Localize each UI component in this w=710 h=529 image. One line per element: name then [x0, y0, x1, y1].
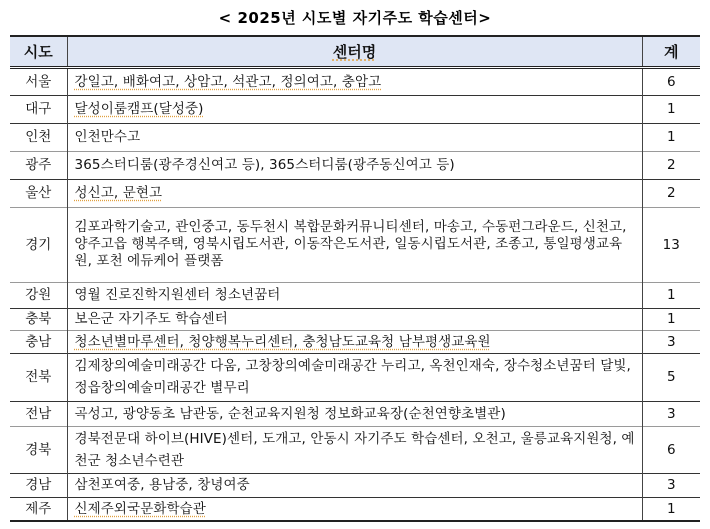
count-cell: 1 [642, 308, 700, 330]
header-centers-label: 센터명 [332, 42, 377, 61]
region-cell: 경북 [10, 426, 67, 473]
header-centers [67, 36, 642, 67]
region-cell: 대구 [10, 95, 67, 123]
centers-cell [67, 330, 642, 353]
centers-cell: 곡성고, 광양동초 남관동, 순천교육지원청 정보화교육장(순천연향초별관) [67, 401, 642, 426]
table-row [10, 497, 700, 521]
count-cell: 1 [642, 497, 700, 521]
table-row [10, 151, 700, 179]
count-cell: 1 [642, 123, 700, 151]
header-count: 계 [642, 36, 700, 67]
table-row [10, 401, 700, 426]
region-cell: 울산 [10, 179, 67, 207]
region-cell: 경남 [10, 473, 67, 497]
table-header-row [10, 36, 700, 67]
region-cell: 충남 [10, 330, 67, 353]
centers-text: 달성이룸캠프(달성중) [74, 101, 204, 117]
region-cell: 제주 [10, 497, 67, 521]
table-row [10, 308, 700, 330]
table-row [10, 353, 700, 401]
centers-cell: 보은군 자기주도 학습센터 [67, 308, 642, 330]
table-row [10, 67, 700, 95]
table-row [10, 207, 700, 282]
count-cell: 1 [642, 282, 700, 308]
region-cell: 전남 [10, 401, 67, 426]
region-cell: 강원 [10, 282, 67, 308]
header-region: 시도 [10, 36, 67, 67]
centers-text: 성신고, 문현고 [74, 185, 163, 201]
count-cell: 13 [642, 207, 700, 282]
count-cell: 2 [642, 179, 700, 207]
centers-cell: 김포과학기술고, 관인중고, 동두천시 복합문화커뮤니티센터, 마송고, 수동펀그라운드, 신천고, 양주고읍 행복주택, 영북시립도서관, 이동작은도서관, 일동시립도서관, 조종고, 통일평생교육원, 포천 에듀케어 플랫폼 [67, 207, 642, 282]
count-cell: 6 [642, 67, 700, 95]
centers-cell: 경북전문대 하이브(HIVE)센터, 도개고, 안동시 자기주도 학습센터, 오천고, 울릉교육지원청, 예천군 청소년수련관 [67, 426, 642, 473]
region-cell: 서울 [10, 67, 67, 95]
region-cell: 충북 [10, 308, 67, 330]
centers-text: 신제주외국문화학습관 [74, 500, 206, 517]
centers-cell: 김제창의예술미래공간 다움, 고창창의예술미래공간 누리고, 옥천인재숙, 장수청소년꿈터 달빛, 정읍창의예술미래공간 별무리 [67, 353, 642, 401]
centers-text: 청소년별마루센터, 청양행복누리센터, 충청남도교육청 남부평생교육원 [74, 333, 491, 350]
table-row [10, 426, 700, 473]
count-cell: 1 [642, 95, 700, 123]
count-cell: 6 [642, 426, 700, 473]
centers-text: 강일고, 배화여고, 상암고, 석관고, 정의여고, 충암고 [74, 73, 382, 90]
count-cell: 2 [642, 151, 700, 179]
table-row [10, 282, 700, 308]
region-cell: 전북 [10, 353, 67, 401]
centers-cell [67, 67, 642, 95]
table-row [10, 473, 700, 497]
table-row [10, 123, 700, 151]
centers-cell: 삼천포여중, 용남중, 창녕여중 [67, 473, 642, 497]
region-cell: 광주 [10, 151, 67, 179]
table-title: < 2025년 시도별 자기주도 학습센터> [218, 9, 492, 27]
count-cell: 3 [642, 473, 700, 497]
count-cell: 3 [642, 401, 700, 426]
centers-cell: 영월 진로진학지원센터 청소년꿈터 [67, 282, 642, 308]
table-row [10, 330, 700, 353]
centers-cell [67, 497, 642, 521]
count-cell: 5 [642, 353, 700, 401]
table-row [10, 179, 700, 207]
count-cell: 3 [642, 330, 700, 353]
learning-centers-table [10, 35, 700, 522]
centers-cell: 365스터디룸(광주경신여고 등), 365스터디룸(광주동신여고 등) [67, 151, 642, 179]
centers-cell: 인천만수고 [67, 123, 642, 151]
centers-cell [67, 95, 642, 123]
region-cell: 인천 [10, 123, 67, 151]
table-row [10, 95, 700, 123]
region-cell: 경기 [10, 207, 67, 282]
centers-cell [67, 179, 642, 207]
